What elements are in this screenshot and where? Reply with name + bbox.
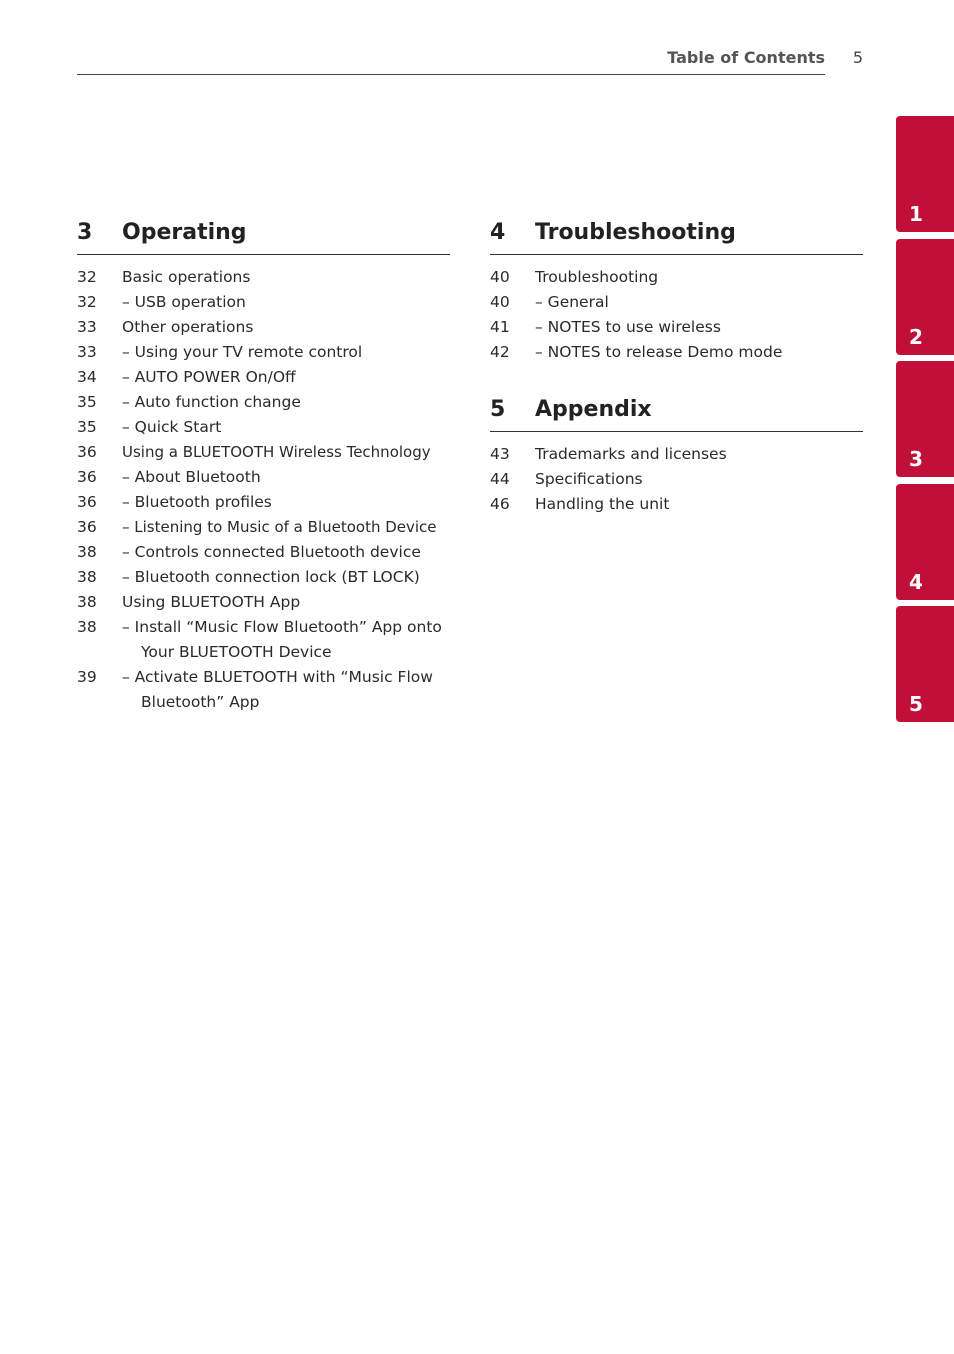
toc-entry[interactable]	[490, 442, 863, 467]
toc-entry[interactable]	[77, 440, 450, 465]
page-number: 5	[852, 48, 863, 67]
toc-entry[interactable]	[77, 615, 450, 665]
toc-entry[interactable]	[77, 265, 450, 290]
entry-page: 32	[77, 293, 97, 311]
toc-entry[interactable]	[77, 515, 450, 540]
entry-text: – Controls connected Bluetooth device	[122, 543, 421, 561]
toc-entry[interactable]	[77, 415, 450, 440]
toc-section-operating	[77, 220, 450, 715]
entry-page: 38	[77, 543, 97, 561]
entry-text: Troubleshooting	[535, 268, 659, 286]
page-header	[77, 46, 863, 74]
entry-text: – Auto function change	[122, 393, 301, 411]
entry-text: – Install “Music Flow Bluetooth” App onto	[122, 618, 442, 636]
toc-entry[interactable]	[490, 492, 863, 517]
entry-text: Handling the unit	[535, 495, 670, 513]
entry-text: Using BLUETOOTH App	[122, 593, 301, 611]
entry-page: 39	[77, 668, 97, 686]
tab-label: 5	[909, 692, 923, 716]
entry-page: 36	[77, 443, 97, 461]
entry-page: 33	[77, 318, 97, 336]
section-number: 5	[490, 397, 506, 422]
entry-text: – Listening to Music of a Bluetooth Device	[122, 518, 437, 536]
tab-label: 4	[909, 569, 923, 594]
toc-entry[interactable]	[490, 340, 863, 365]
entry-text: – Using your TV remote control	[122, 343, 363, 361]
entry-page: 40	[490, 293, 510, 311]
toc-entry[interactable]	[77, 565, 450, 590]
entry-text: – Activate BLUETOOTH with “Music Flow	[122, 668, 433, 686]
entry-text: – AUTO POWER On/Off	[122, 368, 296, 386]
toc-entry[interactable]	[77, 540, 450, 565]
section-title: Appendix	[535, 397, 652, 422]
entry-page: 35	[77, 418, 97, 436]
toc-entry[interactable]	[77, 490, 450, 515]
section-number: 4	[490, 220, 506, 245]
entry-text: – About Bluetooth	[122, 468, 261, 486]
chapter-tabs	[896, 116, 954, 729]
entry-text: – Bluetooth profiles	[122, 493, 272, 511]
entry-page: 38	[77, 568, 97, 586]
chapter-tab-4[interactable]	[896, 484, 954, 600]
entry-page: 38	[77, 618, 97, 636]
chapter-tab-3[interactable]	[896, 361, 954, 477]
toc-entry[interactable]	[77, 465, 450, 490]
entry-page: 36	[77, 518, 97, 536]
section-heading	[490, 220, 863, 255]
entry-page: 43	[490, 445, 510, 463]
header-title: Table of Contents	[667, 48, 825, 67]
entry-page: 32	[77, 268, 97, 286]
entry-text: Specifications	[535, 470, 643, 488]
entry-page: 40	[490, 268, 510, 286]
section-heading	[77, 220, 450, 255]
header-divider	[77, 74, 825, 75]
entry-text-continued: Your BLUETOOTH Device	[141, 643, 332, 661]
entry-text: – General	[535, 293, 609, 311]
entry-text: Other operations	[122, 318, 254, 336]
tab-label: 3	[909, 447, 923, 471]
toc-entries	[490, 442, 863, 517]
toc-entry[interactable]	[77, 390, 450, 415]
entry-page: 42	[490, 343, 510, 361]
toc-entry[interactable]	[490, 290, 863, 315]
entry-text-continued: Bluetooth” App	[141, 693, 260, 711]
entry-text: Trademarks and licenses	[535, 445, 727, 463]
section-number: 3	[77, 220, 93, 245]
toc-entry[interactable]	[490, 467, 863, 492]
toc-section-troubleshooting	[490, 220, 863, 365]
entry-text: – NOTES to release Demo mode	[535, 343, 783, 361]
entry-text: – Quick Start	[122, 418, 222, 436]
toc-entry[interactable]	[77, 340, 450, 365]
toc-entry[interactable]	[77, 315, 450, 340]
chapter-tab-5[interactable]	[896, 606, 954, 722]
toc-section-appendix	[490, 397, 863, 517]
tab-label: 2	[909, 324, 923, 349]
entry-text: – USB operation	[122, 293, 246, 311]
entry-page: 36	[77, 493, 97, 511]
toc-entry[interactable]	[490, 265, 863, 290]
entry-text: – Bluetooth connection lock (BT LOCK)	[122, 568, 420, 586]
toc-entries	[490, 265, 863, 365]
section-heading	[490, 397, 863, 432]
toc-entry[interactable]	[490, 315, 863, 340]
toc-entry[interactable]	[77, 365, 450, 390]
entry-page: 36	[77, 468, 97, 486]
section-title: Operating	[122, 220, 247, 245]
entry-page: 35	[77, 393, 97, 411]
entry-text: Using a BLUETOOTH Wireless Technology	[122, 443, 431, 461]
entry-text: Basic operations	[122, 268, 251, 286]
toc-entry[interactable]	[77, 590, 450, 615]
chapter-tab-2[interactable]	[896, 239, 954, 355]
entry-page: 34	[77, 368, 97, 386]
toc-entry[interactable]	[77, 665, 450, 715]
entry-page: 38	[77, 593, 97, 611]
tab-label: 1	[909, 202, 923, 226]
entry-text: – NOTES to use wireless	[535, 318, 721, 336]
chapter-tab-1[interactable]	[896, 116, 954, 232]
section-title: Troubleshooting	[535, 220, 736, 245]
entry-page: 33	[77, 343, 97, 361]
toc-entry[interactable]	[77, 290, 450, 315]
entry-page: 46	[490, 495, 510, 513]
toc-entries	[77, 265, 450, 715]
entry-page: 44	[490, 470, 510, 488]
entry-page: 41	[490, 318, 510, 336]
